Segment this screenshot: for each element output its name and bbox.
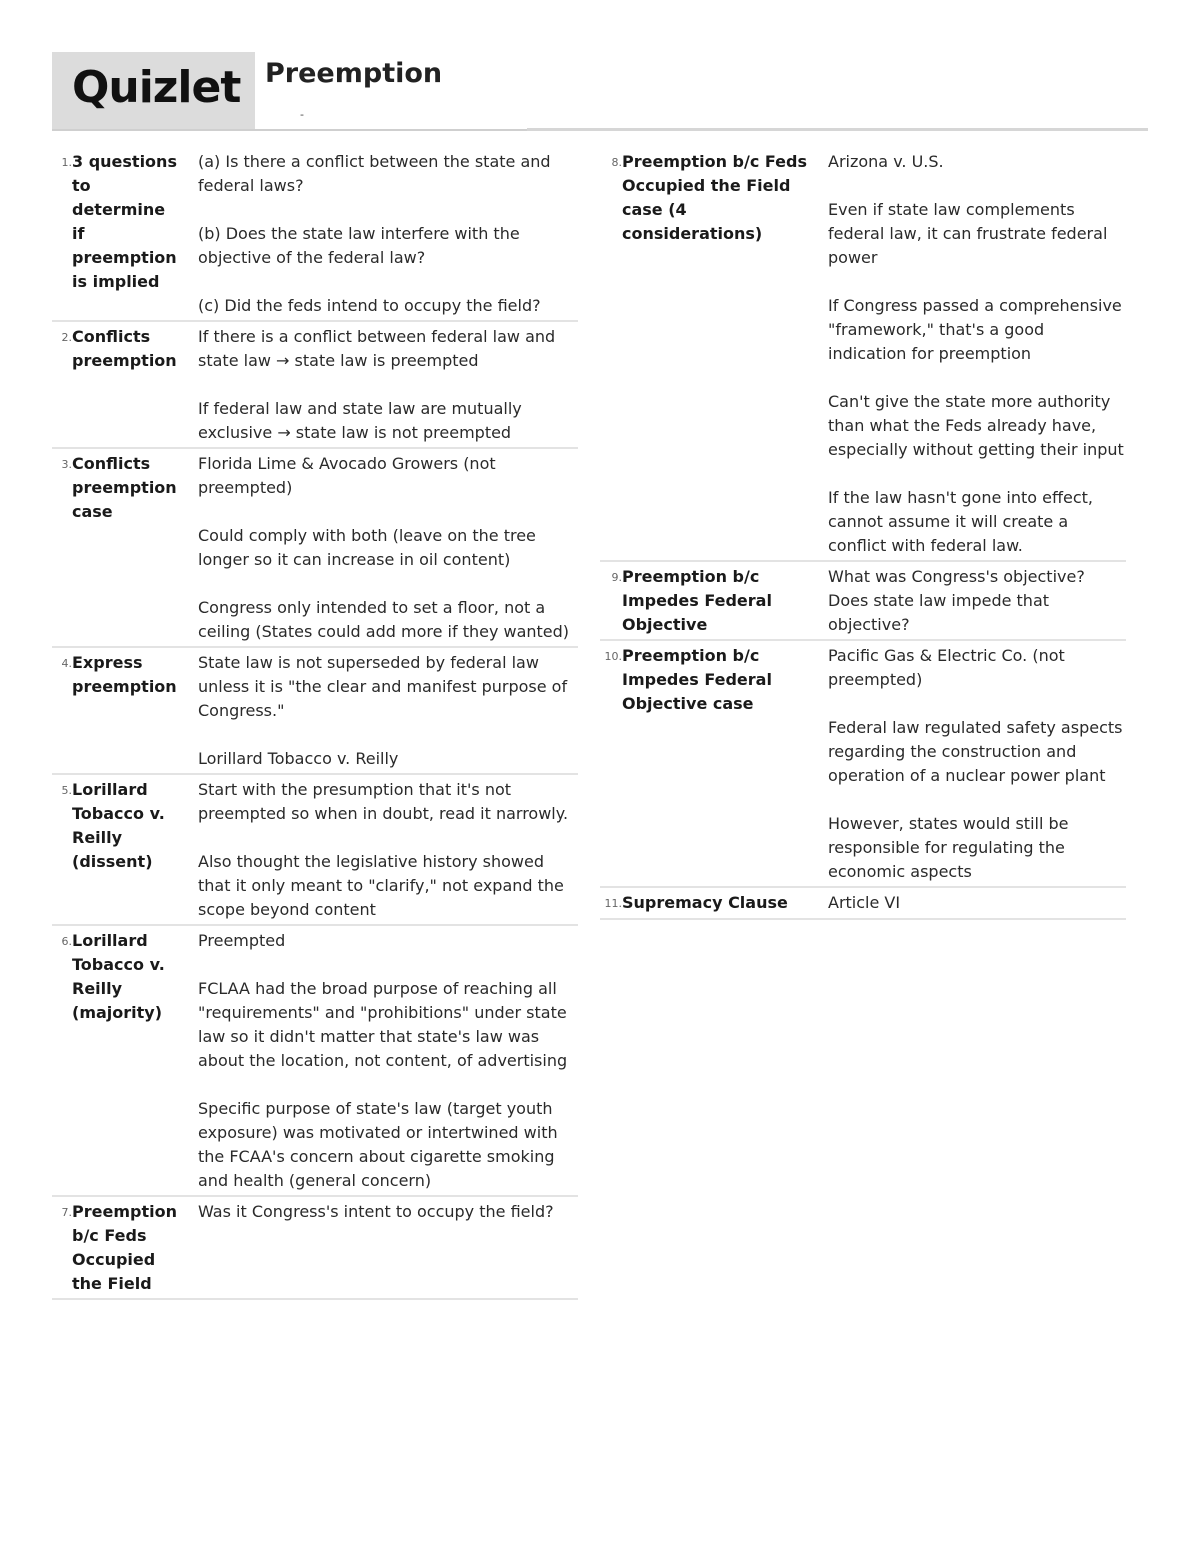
- card-number: 1.: [61, 156, 72, 169]
- card-term: 3 questions to determine if preemption is implied: [72, 152, 177, 291]
- flashcard-row: [52, 648, 578, 775]
- flashcard-row: [600, 641, 1126, 888]
- card-number: 10.: [604, 650, 622, 663]
- flashcard-row: [600, 888, 1126, 920]
- card-number: 4.: [61, 657, 72, 670]
- card-number: 3.: [61, 458, 72, 471]
- card-number: 8.: [611, 156, 622, 169]
- flashcard-row: [52, 322, 578, 449]
- header-divider-right: [527, 128, 1148, 131]
- card-definition: Arizona v. U.S. Even if state law complements federal law, it can frustrate federal power If Congress passed a comprehensive "framework," that's a good indication for preemption Can't give the state more authority than what the Feds already have, especially without getting their input If the law hasn't gone into effect, cannot assume it will create a conflict with federal law.: [828, 152, 1124, 555]
- logo-text: Quizlet: [72, 62, 241, 113]
- card-number: 11.: [604, 897, 622, 910]
- card-term: Express preemption: [72, 653, 177, 696]
- card-term: Preemption b/c Feds Occupied the Field: [72, 1202, 177, 1293]
- header-divider: [52, 129, 527, 131]
- card-definition: Preempted FCLAA had the broad purpose of reaching all "requirements" and "prohibitions" under state law so it didn't matter that state's law was about the location, not content, of advertising Specific purpose of state's law (target youth exposure) was motivated or intertwined with the FCAA's concern about cigarette smoking and health (general concern): [198, 931, 568, 1190]
- flashcard-row: [52, 449, 578, 648]
- card-term: Conflicts preemption: [72, 327, 177, 370]
- card-definition: Was it Congress's intent to occupy the field?: [198, 1202, 554, 1221]
- card-term: Preemption b/c Impedes Federal Objective: [622, 567, 772, 634]
- flashcard-row: [52, 775, 578, 926]
- card-definition: If there is a conflict between federal law and state law → state law is preempted If federal law and state law are mutually exclusive → state law is not preempted: [198, 327, 556, 442]
- left-column: [52, 148, 578, 1300]
- card-number: 2.: [61, 331, 72, 344]
- card-definition: Pacific Gas & Electric Co. (not preempted) Federal law regulated safety aspects regarding the construction and operation of a nuclear power plant However, states would still be responsible for regulating the economic aspects: [828, 646, 1123, 881]
- card-term: Conflicts preemption case: [72, 454, 177, 521]
- flashcard-row: [600, 148, 1126, 562]
- page-title: Preemption: [265, 58, 443, 89]
- flashcard-row: [52, 1197, 578, 1300]
- right-column: [600, 148, 1126, 920]
- card-term: Preemption b/c Feds Occupied the Field case (4 considerations): [622, 152, 807, 243]
- card-term: Lorillard Tobacco v. Reilly (dissent): [72, 780, 165, 871]
- card-number: 7.: [61, 1206, 72, 1219]
- card-number: 9.: [611, 571, 622, 584]
- card-number: 6.: [61, 935, 72, 948]
- quizlet-logo: [52, 52, 255, 130]
- flashcard-row: [600, 562, 1126, 641]
- card-definition: (a) Is there a conflict between the state and federal laws? (b) Does the state law interfere with the objective of the federal law? (c) Did the feds intend to occupy the field?: [198, 152, 551, 315]
- flashcard-row: [52, 926, 578, 1197]
- card-definition: Florida Lime & Avocado Growers (not preempted) Could comply with both (leave on the tree longer so it can increase in oil content) Congress only intended to set a floor, not a ceiling (States could add more if they wanted): [198, 454, 570, 641]
- card-definition: State law is not superseded by federal law unless it is "the clear and manifest purpose of Congress." Lorillard Tobacco v. Reilly: [198, 653, 568, 768]
- card-definition: Start with the presumption that it's not preempted so when in doubt, read it narrowly. Also thought the legislative history showed that it only meant to "clarify," not expand the scope beyond content: [198, 780, 569, 919]
- card-definition: Article VI: [828, 893, 901, 912]
- page-subtitle: -: [300, 108, 304, 121]
- card-term: Preemption b/c Impedes Federal Objective case: [622, 646, 772, 713]
- card-number: 5.: [61, 784, 72, 797]
- card-definition: What was Congress's objective? Does state law impede that objective?: [828, 567, 1090, 634]
- card-term: Supremacy Clause: [622, 893, 788, 912]
- flashcard-row: [52, 148, 578, 322]
- card-term: Lorillard Tobacco v. Reilly (majority): [72, 931, 165, 1022]
